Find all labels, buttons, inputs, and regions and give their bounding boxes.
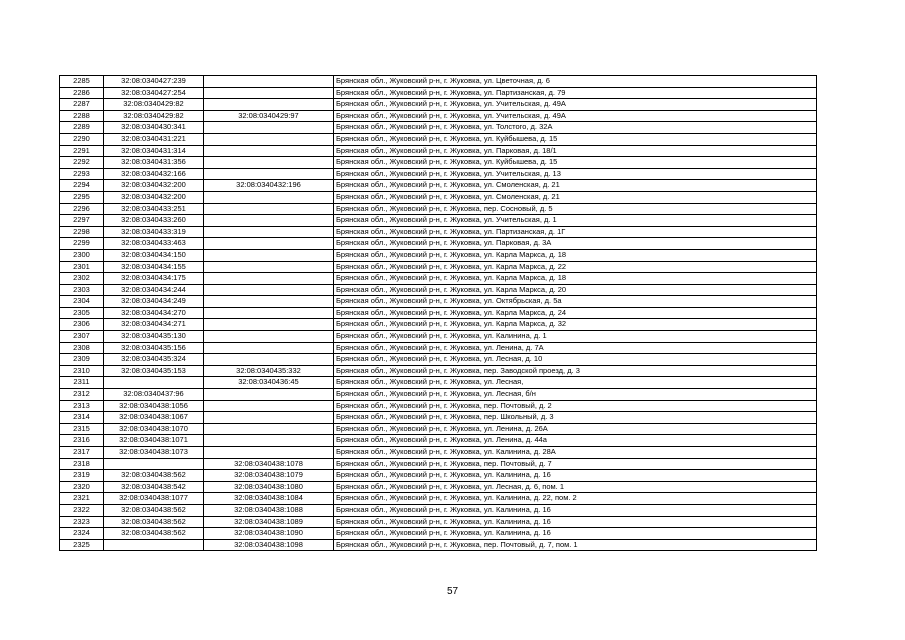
row-number-cell: 2308 xyxy=(60,342,104,354)
related-cadastral-number-cell xyxy=(204,122,334,134)
address-cell: Брянская обл., Жуковский р-н, г. Жуковка, ул. Лесная, б/н xyxy=(334,389,817,401)
table-row xyxy=(60,157,817,169)
address-cell: Брянская обл., Жуковский р-н, г. Жуковка, ул. Калинина, д. 1 xyxy=(334,331,817,343)
related-cadastral-number-cell xyxy=(204,342,334,354)
cadastral-number-cell xyxy=(104,458,204,470)
row-number-cell: 2291 xyxy=(60,145,104,157)
table-row xyxy=(60,516,817,528)
address-cell: Брянская обл., Жуковский р-н, г. Жуковка, ул. Парковая, д. 3А xyxy=(334,238,817,250)
table-row xyxy=(60,435,817,447)
related-cadastral-number-cell xyxy=(204,249,334,261)
related-cadastral-number-cell xyxy=(204,238,334,250)
related-cadastral-number-cell xyxy=(204,389,334,401)
related-cadastral-number-cell xyxy=(204,145,334,157)
related-cadastral-number-cell: 32:08:0340438:1088 xyxy=(204,504,334,516)
row-number-cell: 2318 xyxy=(60,458,104,470)
row-number-cell: 2312 xyxy=(60,389,104,401)
table-row xyxy=(60,168,817,180)
cadastral-number-cell: 32:08:0340438:562 xyxy=(104,470,204,482)
table-row xyxy=(60,238,817,250)
address-cell: Брянская обл., Жуковский р-н, г. Жуковка, ул. Куйбышева, д. 15 xyxy=(334,157,817,169)
address-cell: Брянская обл., Жуковский р-н, г. Жуковка, ул. Смоленская, д. 21 xyxy=(334,180,817,192)
row-number-cell: 2313 xyxy=(60,400,104,412)
cadastral-number-cell: 32:08:0340438:1077 xyxy=(104,493,204,505)
related-cadastral-number-cell xyxy=(204,133,334,145)
address-cell: Брянская обл., Жуковский р-н, г. Жуковка, ул. Толстого, д. 32А xyxy=(334,122,817,134)
address-cell: Брянская обл., Жуковский р-н, г. Жуковка, ул. Смоленская, д. 21 xyxy=(334,191,817,203)
row-number-cell: 2316 xyxy=(60,435,104,447)
related-cadastral-number-cell xyxy=(204,215,334,227)
cadastral-number-cell: 32:08:0340437:96 xyxy=(104,389,204,401)
row-number-cell: 2287 xyxy=(60,99,104,111)
address-cell: Брянская обл., Жуковский р-н, г. Жуковка, ул. Калинина, д. 16 xyxy=(334,504,817,516)
cadastral-number-cell: 32:08:0340429:82 xyxy=(104,99,204,111)
cadastral-number-cell: 32:08:0340438:542 xyxy=(104,481,204,493)
related-cadastral-number-cell xyxy=(204,307,334,319)
table-row xyxy=(60,493,817,505)
cadastral-number-cell: 32:08:0340433:463 xyxy=(104,238,204,250)
table-row xyxy=(60,145,817,157)
address-cell: Брянская обл., Жуковский р-н, г. Жуковка, пер. Сосновый, д. 5 xyxy=(334,203,817,215)
table-row xyxy=(60,528,817,540)
row-number-cell: 2301 xyxy=(60,261,104,273)
cadastral-number-cell: 32:08:0340438:1067 xyxy=(104,412,204,424)
cadastral-number-cell: 32:08:0340434:150 xyxy=(104,249,204,261)
row-number-cell: 2310 xyxy=(60,365,104,377)
related-cadastral-number-cell xyxy=(204,87,334,99)
table-row xyxy=(60,284,817,296)
address-cell: Брянская обл., Жуковский р-н, г. Жуковка, ул. Лесная, д. 6, пом. 1 xyxy=(334,481,817,493)
table-row xyxy=(60,389,817,401)
address-cell: Брянская обл., Жуковский р-н, г. Жуковка, ул. Учительская, д. 49А xyxy=(334,110,817,122)
related-cadastral-number-cell xyxy=(204,354,334,366)
address-cell: Брянская обл., Жуковский р-н, г. Жуковка, ул. Октябрьская, д. 5а xyxy=(334,296,817,308)
related-cadastral-number-cell: 32:08:0340438:1078 xyxy=(204,458,334,470)
cadastral-number-cell: 32:08:0340438:1056 xyxy=(104,400,204,412)
table-row xyxy=(60,110,817,122)
address-cell: Брянская обл., Жуковский р-н, г. Жуковка, ул. Ленина, д. 7А xyxy=(334,342,817,354)
address-cell: Брянская обл., Жуковский р-н, г. Жуковка, ул. Куйбышева, д. 15 xyxy=(334,133,817,145)
row-number-cell: 2303 xyxy=(60,284,104,296)
address-cell: Брянская обл., Жуковский р-н, г. Жуковка, ул. Калинина, д. 22, пом. 2 xyxy=(334,493,817,505)
address-cell: Брянская обл., Жуковский р-н, г. Жуковка, ул. Партизанская, д. 79 xyxy=(334,87,817,99)
related-cadastral-number-cell: 32:08:0340438:1080 xyxy=(204,481,334,493)
address-cell: Брянская обл., Жуковский р-н, г. Жуковка, ул. Парковая, д. 18/1 xyxy=(334,145,817,157)
address-cell: Брянская обл., Жуковский р-н, г. Жуковка, ул. Калинина, д. 16 xyxy=(334,516,817,528)
related-cadastral-number-cell xyxy=(204,157,334,169)
cadastral-number-cell: 32:08:0340434:270 xyxy=(104,307,204,319)
address-cell: Брянская обл., Жуковский р-н, г. Жуковка, ул. Калинина, д. 16 xyxy=(334,470,817,482)
cadastral-number-cell: 32:08:0340431:356 xyxy=(104,157,204,169)
cadastral-number-cell: 32:08:0340433:251 xyxy=(104,203,204,215)
related-cadastral-number-cell xyxy=(204,273,334,285)
row-number-cell: 2321 xyxy=(60,493,104,505)
row-number-cell: 2298 xyxy=(60,226,104,238)
row-number-cell: 2314 xyxy=(60,412,104,424)
cadastral-number-cell xyxy=(104,377,204,389)
table-row xyxy=(60,504,817,516)
row-number-cell: 2305 xyxy=(60,307,104,319)
row-number-cell: 2322 xyxy=(60,504,104,516)
related-cadastral-number-cell xyxy=(204,435,334,447)
related-cadastral-number-cell xyxy=(204,168,334,180)
cadastral-number-cell: 32:08:0340433:260 xyxy=(104,215,204,227)
address-cell: Брянская обл., Жуковский р-н, г. Жуковка, ул. Калинина, д. 28А xyxy=(334,447,817,459)
related-cadastral-number-cell xyxy=(204,203,334,215)
table-row xyxy=(60,447,817,459)
address-cell: Брянская обл., Жуковский р-н, г. Жуковка, ул. Ленина, д. 44а xyxy=(334,435,817,447)
related-cadastral-number-cell xyxy=(204,331,334,343)
cadastral-number-cell: 32:08:0340432:200 xyxy=(104,191,204,203)
related-cadastral-number-cell xyxy=(204,319,334,331)
row-number-cell: 2324 xyxy=(60,528,104,540)
table-row xyxy=(60,470,817,482)
row-number-cell: 2309 xyxy=(60,354,104,366)
address-cell: Брянская обл., Жуковский р-н, г. Жуковка, ул. Карла Маркса, д. 18 xyxy=(334,273,817,285)
table-row xyxy=(60,99,817,111)
related-cadastral-number-cell: 32:08:0340435:332 xyxy=(204,365,334,377)
cadastral-number-cell: 32:08:0340433:319 xyxy=(104,226,204,238)
table-row xyxy=(60,133,817,145)
row-number-cell: 2307 xyxy=(60,331,104,343)
cadastral-number-cell: 32:08:0340434:244 xyxy=(104,284,204,296)
cadastral-number-cell: 32:08:0340438:1073 xyxy=(104,447,204,459)
cadastral-number-cell: 32:08:0340435:156 xyxy=(104,342,204,354)
cadastral-number-cell: 32:08:0340438:562 xyxy=(104,516,204,528)
related-cadastral-number-cell: 32:08:0340438:1079 xyxy=(204,470,334,482)
row-number-cell: 2300 xyxy=(60,249,104,261)
row-number-cell: 2288 xyxy=(60,110,104,122)
row-number-cell: 2290 xyxy=(60,133,104,145)
related-cadastral-number-cell xyxy=(204,76,334,88)
table-row xyxy=(60,87,817,99)
table-row xyxy=(60,423,817,435)
related-cadastral-number-cell xyxy=(204,412,334,424)
row-number-cell: 2304 xyxy=(60,296,104,308)
row-number-cell: 2293 xyxy=(60,168,104,180)
address-cell: Брянская обл., Жуковский р-н, г. Жуковка, ул. Партизанская, д. 1Г xyxy=(334,226,817,238)
table-row xyxy=(60,215,817,227)
cadastral-number-cell: 32:08:0340431:314 xyxy=(104,145,204,157)
table-row xyxy=(60,412,817,424)
table-row xyxy=(60,122,817,134)
row-number-cell: 2311 xyxy=(60,377,104,389)
address-cell: Брянская обл., Жуковский р-н, г. Жуковка, ул. Карла Маркса, д. 20 xyxy=(334,284,817,296)
row-number-cell: 2319 xyxy=(60,470,104,482)
table-row xyxy=(60,400,817,412)
table-row xyxy=(60,76,817,88)
address-cell: Брянская обл., Жуковский р-н, г. Жуковка, пер. Школьный, д. 3 xyxy=(334,412,817,424)
related-cadastral-number-cell: 32:08:0340436:45 xyxy=(204,377,334,389)
address-cell: Брянская обл., Жуковский р-н, г. Жуковка, ул. Карла Маркса, д. 24 xyxy=(334,307,817,319)
related-cadastral-number-cell: 32:08:0340432:196 xyxy=(204,180,334,192)
address-cell: Брянская обл., Жуковский р-н, г. Жуковка, пер. Почтовый, д. 2 xyxy=(334,400,817,412)
cadastral-number-cell: 32:08:0340438:562 xyxy=(104,528,204,540)
address-cell: Брянская обл., Жуковский р-н, г. Жуковка, ул. Ленина, д. 26А xyxy=(334,423,817,435)
row-number-cell: 2325 xyxy=(60,539,104,551)
address-cell: Брянская обл., Жуковский р-н, г. Жуковка, ул. Учительская, д. 49А xyxy=(334,99,817,111)
related-cadastral-number-cell: 32:08:0340438:1098 xyxy=(204,539,334,551)
cadastral-number-cell xyxy=(104,539,204,551)
related-cadastral-number-cell xyxy=(204,284,334,296)
table-row xyxy=(60,458,817,470)
cadastral-number-cell: 32:08:0340438:1070 xyxy=(104,423,204,435)
address-cell: Брянская обл., Жуковский р-н, г. Жуковка, пер. Почтовый, д. 7 xyxy=(334,458,817,470)
cadastral-number-cell: 32:08:0340427:239 xyxy=(104,76,204,88)
table-row xyxy=(60,203,817,215)
related-cadastral-number-cell: 32:08:0340429:97 xyxy=(204,110,334,122)
cadastral-number-cell: 32:08:0340438:562 xyxy=(104,504,204,516)
related-cadastral-number-cell: 32:08:0340438:1084 xyxy=(204,493,334,505)
row-number-cell: 2289 xyxy=(60,122,104,134)
row-number-cell: 2299 xyxy=(60,238,104,250)
table-row xyxy=(60,539,817,551)
related-cadastral-number-cell xyxy=(204,99,334,111)
row-number-cell: 2294 xyxy=(60,180,104,192)
address-cell: Брянская обл., Жуковский р-н, г. Жуковка, ул. Лесная, xyxy=(334,377,817,389)
row-number-cell: 2297 xyxy=(60,215,104,227)
cadastral-number-cell: 32:08:0340435:130 xyxy=(104,331,204,343)
table-row xyxy=(60,180,817,192)
cadastral-number-cell: 32:08:0340430:341 xyxy=(104,122,204,134)
row-number-cell: 2292 xyxy=(60,157,104,169)
cadastral-number-cell: 32:08:0340434:271 xyxy=(104,319,204,331)
address-cell: Брянская обл., Жуковский р-н, г. Жуковка, пер. Почтовый, д. 7, пом. 1 xyxy=(334,539,817,551)
row-number-cell: 2296 xyxy=(60,203,104,215)
address-cell: Брянская обл., Жуковский р-н, г. Жуковка, ул. Цветочная, д. 6 xyxy=(334,76,817,88)
table-row xyxy=(60,307,817,319)
cadastral-number-cell: 32:08:0340429:82 xyxy=(104,110,204,122)
address-cell: Брянская обл., Жуковский р-н, г. Жуковка, ул. Карла Маркса, д. 22 xyxy=(334,261,817,273)
table-row xyxy=(60,342,817,354)
table-row xyxy=(60,249,817,261)
row-number-cell: 2295 xyxy=(60,191,104,203)
row-number-cell: 2285 xyxy=(60,76,104,88)
cadastral-number-cell: 32:08:0340434:175 xyxy=(104,273,204,285)
related-cadastral-number-cell xyxy=(204,423,334,435)
row-number-cell: 2286 xyxy=(60,87,104,99)
table-row xyxy=(60,377,817,389)
cadastral-number-cell: 32:08:0340434:249 xyxy=(104,296,204,308)
table-row xyxy=(60,296,817,308)
address-cell: Брянская обл., Жуковский р-н, г. Жуковка, ул. Лесная, д. 10 xyxy=(334,354,817,366)
table-row xyxy=(60,261,817,273)
related-cadastral-number-cell: 32:08:0340438:1090 xyxy=(204,528,334,540)
page-number: 57 xyxy=(446,586,459,597)
address-cell: Брянская обл., Жуковский р-н, г. Жуковка, ул. Учительская, д. 1 xyxy=(334,215,817,227)
related-cadastral-number-cell xyxy=(204,191,334,203)
row-number-cell: 2317 xyxy=(60,447,104,459)
registry-table xyxy=(59,75,817,551)
address-cell: Брянская обл., Жуковский р-н, г. Жуковка, ул. Карла Маркса, д. 18 xyxy=(334,249,817,261)
related-cadastral-number-cell: 32:08:0340438:1089 xyxy=(204,516,334,528)
table-row xyxy=(60,273,817,285)
cadastral-number-cell: 32:08:0340427:254 xyxy=(104,87,204,99)
address-cell: Брянская обл., Жуковский р-н, г. Жуковка, пер. Заводской проезд, д. 3 xyxy=(334,365,817,377)
cadastral-number-cell: 32:08:0340438:1071 xyxy=(104,435,204,447)
related-cadastral-number-cell xyxy=(204,226,334,238)
row-number-cell: 2306 xyxy=(60,319,104,331)
table-row xyxy=(60,226,817,238)
table-row xyxy=(60,365,817,377)
cadastral-number-cell: 32:08:0340431:221 xyxy=(104,133,204,145)
row-number-cell: 2315 xyxy=(60,423,104,435)
registry-table-body xyxy=(60,76,817,551)
related-cadastral-number-cell xyxy=(204,447,334,459)
cadastral-number-cell: 32:08:0340434:155 xyxy=(104,261,204,273)
address-cell: Брянская обл., Жуковский р-н, г. Жуковка, ул. Калинина, д. 16 xyxy=(334,528,817,540)
related-cadastral-number-cell xyxy=(204,261,334,273)
related-cadastral-number-cell xyxy=(204,296,334,308)
row-number-cell: 2320 xyxy=(60,481,104,493)
related-cadastral-number-cell xyxy=(204,400,334,412)
cadastral-number-cell: 32:08:0340435:153 xyxy=(104,365,204,377)
table-row xyxy=(60,319,817,331)
table-row xyxy=(60,481,817,493)
cadastral-number-cell: 32:08:0340435:324 xyxy=(104,354,204,366)
address-cell: Брянская обл., Жуковский р-н, г. Жуковка, ул. Карла Маркса, д. 32 xyxy=(334,319,817,331)
cadastral-number-cell: 32:08:0340432:200 xyxy=(104,180,204,192)
address-cell: Брянская обл., Жуковский р-н, г. Жуковка, ул. Учительская, д. 13 xyxy=(334,168,817,180)
table-row xyxy=(60,331,817,343)
table-row xyxy=(60,191,817,203)
row-number-cell: 2302 xyxy=(60,273,104,285)
cadastral-number-cell: 32:08:0340432:166 xyxy=(104,168,204,180)
row-number-cell: 2323 xyxy=(60,516,104,528)
table-row xyxy=(60,354,817,366)
